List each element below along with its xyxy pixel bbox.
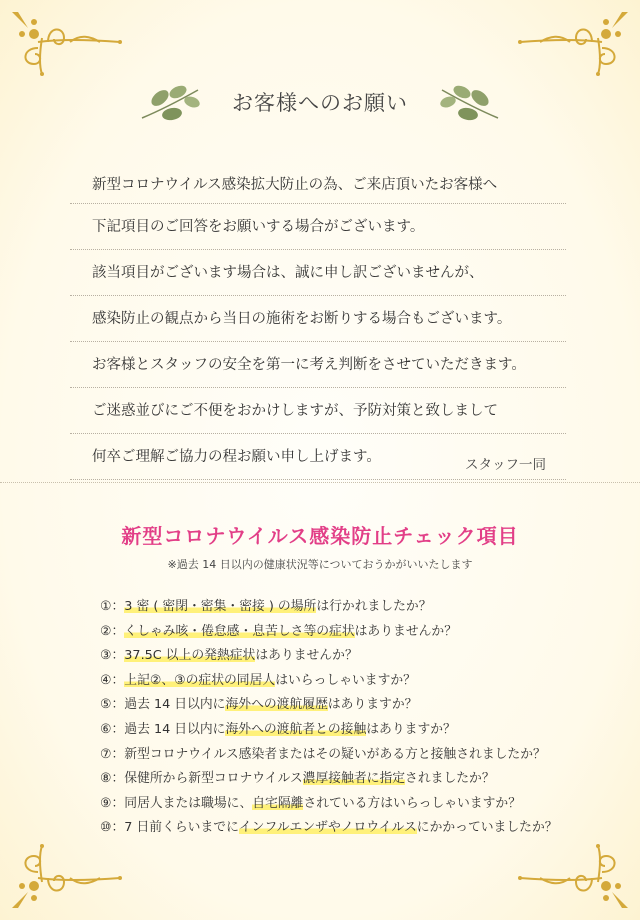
checklist-item-number: ⑥ [100,721,112,737]
notice-line: 感染防止の観点から当日の施術をお断りする場合もございます。 [70,296,566,342]
checklist-item-number: ⑨ [100,795,112,811]
corner-ornament-bottom-left [8,842,128,912]
checklist-item-text: はありますか？ [327,697,418,713]
checklist-item [100,744,580,769]
checklist-item-text: ：過去 14 日以内に [111,697,226,713]
leaf-branch-icon [434,80,504,124]
checklist-note: ※過去 14 日以内の健康状況等についておうかがいいたします [167,558,473,571]
page-title: お客様へのお願い [232,91,408,115]
notice-line: お客様とスタッフの安全を第一に考え判断をさせていただきます。 [70,342,566,388]
checklist-item [100,793,580,818]
notice-line: ご迷惑並びにご不便をおかけしますが、予防対策と致しまして [70,388,566,434]
checklist-item [100,645,580,670]
corner-ornament-top-right [512,8,632,78]
highlighted-text: 37.5C 以上の発熱症状 [124,648,256,664]
checklist-item-text: ：同居人または職場に、 [111,795,253,811]
checklist [100,596,580,842]
highlighted-text: 上記②、③の症状の同居人 [124,672,276,688]
checklist-item-number: ② [100,623,112,639]
checklist-item-text: ： [111,672,125,688]
checklist-item-text: はありますか？ [366,721,456,737]
notice-body [70,164,566,480]
checklist-item-number: ⑩ [100,820,112,836]
highlighted-text: 濃厚接触者に指定 [302,771,406,787]
highlighted-text: 海外への渡航履歴 [225,697,328,713]
corner-ornament-bottom-right [512,842,632,912]
checklist-item [100,694,580,719]
checklist-item-text: にかかっていましたか？ [416,820,558,836]
notice-line: 該当項目がございます場合は、誠に申し訳ございませんが、 [70,250,566,296]
signature: スタッフ一同 [465,457,546,473]
highlighted-text: くしゃみ咳・倦怠感・息苦しさ等の症状 [124,623,355,639]
checklist-item-text: は行かれましたか？ [316,599,432,614]
notice-line: 新型コロナウイルス感染拡大防止の為、ご来店頂いたお客様へ [70,164,566,204]
checklist-item [100,596,580,621]
highlighted-text: 海外への渡航者との接触 [225,721,367,737]
checklist-item-text: ： [111,623,125,639]
checklist-item-text: されましたか？ [456,746,546,762]
notice-header [0,80,640,124]
checklist-item-number: ⑤ [100,697,112,713]
checklist-item-text: ：過去 14 日以内に [111,721,226,737]
checklist-item-number: ④ [100,672,112,688]
checklist-item-number: ⑧ [100,771,112,787]
leaf-branch-icon [136,80,206,124]
highlighted-text: 3 密 ( 密閉・密集・密接 ) の場所 [124,599,317,614]
checklist-item-text: ：7 日前くらいまでに [111,820,239,836]
checklist-item-number: ③ [100,648,112,664]
checklist-item-number: ⑦ [100,746,112,762]
checklist-title: 新型コロナウイルス感染防止チェック項目 [121,524,519,548]
checklist-item-text: ：保健所から新型コロナウイルス [111,771,303,787]
checklist-item [100,719,580,744]
checklist-item-text: ：新型コロナウイルス感染者またはその疑いがある方と接触 [111,746,457,762]
checklist-item [100,817,580,842]
checklist-item-text: ： [111,648,125,664]
highlighted-text: 自宅隔離 [252,795,304,811]
checklist-item [100,768,580,793]
checklist-item-text: はいらっしゃいますか？ [275,672,416,688]
checklist-item-text: ： [111,599,125,614]
checklist-item-number: ① [100,599,112,614]
section-divider [0,482,640,483]
highlighted-text: インフルエンザやノロウイルス [238,820,417,836]
checklist-item-text: されている方はいらっしゃいますか？ [303,795,521,811]
corner-ornament-top-left [8,8,128,78]
checklist-item-text: されましたか？ [405,771,495,787]
checklist-item [100,621,580,646]
checklist-item [100,670,580,695]
checklist-item-text: はありませんか？ [255,648,358,664]
checklist-item-text: はありませんか？ [354,623,457,639]
notice-line: 下記項目のご回答をお願いする場合がございます。 [70,204,566,250]
notice-line: 何卒ご理解ご協力の程お願い申し上げます。 [70,434,566,480]
